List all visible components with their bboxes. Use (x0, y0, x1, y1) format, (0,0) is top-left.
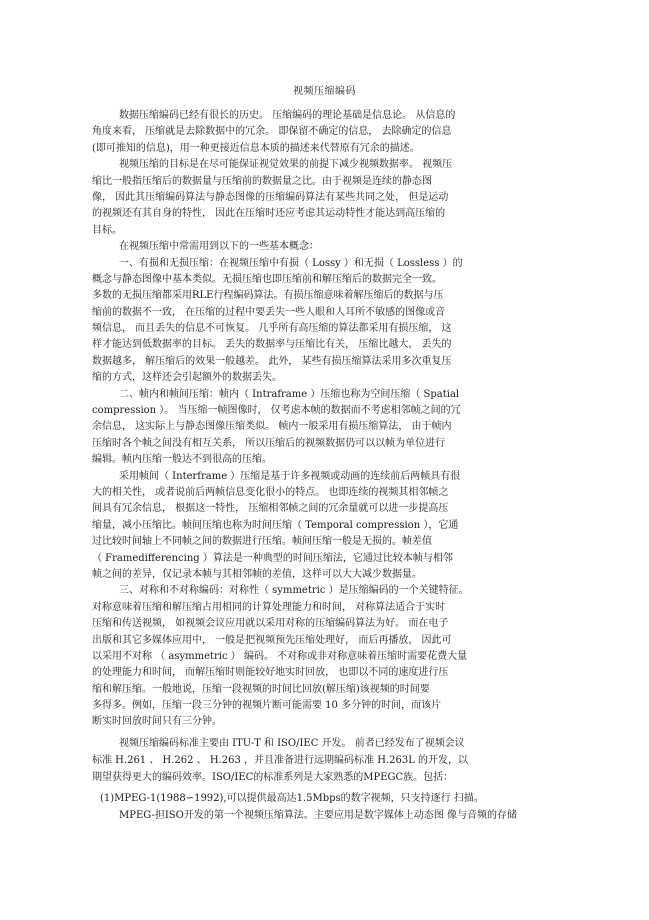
list-item-mpeg1: (1)MPEG-1(1988∽1992),可以提供最高达1.5Mbps的数字视频，只支持逐行 扫描。 (100, 792, 484, 804)
paragraph-line: 二、帧内和帧间压缩：帧内（ Intraframe ）压缩也称为空间压缩（ Spatial (119, 388, 460, 400)
paragraph-line: 缩前的数据不一致， 在压缩的过程中要丢失一些人眼和人耳所不敏感的图像或音 (92, 306, 446, 318)
paragraph-line: 一、有损和无损压缩：在视频压缩中有损（ Lossy ）和无损（ Lossless ）的 (119, 257, 463, 269)
paragraph-line: 过比较时间轴上不同帧之间的数据进行压缩。帧间压缩一般是无损的。帧差值 (92, 536, 432, 548)
paragraph-line: 断实时回放时间只有三分钟。 (92, 716, 222, 728)
paragraph-line: 多得多。例如，压缩一段三分钟的视频片断可能需要 10 多分钟的时间，而该片 (92, 700, 442, 712)
paragraph-line: 多数的无损压缩都采用RLE行程编码算法。有损压缩意味着解压缩后的数据与压 (92, 290, 444, 302)
paragraph-line: 标准 H.261 、 H.262 、 H.263 ，并且准备进行远期编码标准 H.263L 的开发，以 (92, 754, 469, 766)
paragraph-line: 的处理能力和时间， 而解压缩时则能较好地实时回放， 也即以不同的速度进行压 (92, 667, 449, 679)
paragraph-line: 的视频还有其自身的特性， 因此在压缩时还应考虑其运动特性才能达到高压缩的 (92, 208, 446, 220)
paragraph-line: 期望获得更大的编码效率。ISO/IEC的标准系列是大家熟悉的MPEGC族。包括： (92, 771, 454, 783)
paragraph-line: 大的相关性， 或者说前后两帧信息变化很小的特点。 也即连续的视频其相邻帧之 (92, 486, 449, 498)
paragraph-line: 缩的方式，这样还会引起额外的数据丢失。 (92, 372, 282, 384)
paragraph-line: 在视频压缩中常需用到以下的一些基本概念： (119, 241, 319, 253)
paragraph-line: 目标。 (92, 224, 122, 236)
paragraph-line: 三、对称和不对称编码：对称性（ symmetric ）是压缩编码的一个关键特征。 (119, 585, 469, 597)
paragraph-line: compression ）。 当压缩一帧图像时， 仅考虑本帧的数据而不考虑相邻帧之间的冗 (92, 405, 461, 417)
paragraph-line: 以采用不对称 （ asymmetric ） 编码。 不对称或非对称意味着压缩时需要花费大量 (92, 650, 468, 662)
paragraph-line: 视频压缩编码标准主要由 ITU-T 和 ISO/IEC 开发。 前者已经发布了视频会议 (119, 737, 465, 749)
paragraph-line: 数据越多， 解压缩后的效果一般越差。 此外， 某些有损压缩算法采用多次重复压 (92, 355, 452, 367)
paragraph-line: 压缩时各个帧之间没有相互关系， 所以压缩后的视频数据仍可以以帧为单位进行 (92, 437, 446, 449)
paragraph-line: 压缩和传送视频， 如视频会议应用就以采用对称的压缩编码算法为好。 而在电子 (92, 618, 449, 630)
paragraph-line: 出版和其它多媒体应用中， 一般是把视频预先压缩处理好， 而后再播放， 因此可 (92, 634, 452, 646)
paragraph-line: 角度来看， 压缩就是去除数据中的冗余。 即保留不确定的信息， 去除确定的信息 (92, 126, 452, 138)
paragraph-line: 余信息， 这实际上与静态图像压缩类似。 帧内一般采用有损压缩算法， 由于帧内 (92, 421, 452, 433)
paragraph-line: 间具有冗余信息， 根据这一特性， 压缩相邻帧之间的冗余量就可以进一步提高压 (92, 503, 449, 515)
paragraph-line: 对称意味着压缩和解压缩占用相同的计算处理能力和时间， 对称算法适合于实时 (92, 601, 446, 613)
paragraph-line: （ Framedifferencing ）算法是一种典型的时间压缩法，它通过比较本帧与相邻 (92, 552, 453, 564)
paragraph-line: 缩比一般指压缩后的数据量与压缩前的数据量之比。由于视频是连续的静态图 (92, 175, 432, 187)
paragraph-line: 采用帧间（ Interframe ）压缩是基于许多视频或动画的连续前后两帧具有很 (119, 470, 461, 482)
paragraph-line: 像， 因此其压缩编码算法与静态图像的压缩编码算法有某些共同之处， 但是运动 (92, 191, 449, 203)
paragraph-line: 视频压缩的目标是在尽可能保证视觉效果的前提下减少视频数据率。 视频压 (119, 159, 453, 171)
document-body (92, 108, 534, 824)
paragraph-line: 帧之间的差异，仅记录本帧与其相邻帧的差值，这样可以大大减少数据量。 (92, 568, 422, 580)
paragraph-line: 数据压缩编码已经有很长的历史。 压缩编码的理论基础是信息论。 从信息的 (119, 110, 456, 121)
paragraph-line: (即可推知的信息)，用一种更接近信息本质的描述来代替原有冗余的描述。 (92, 142, 420, 154)
paragraph-line: 样才能达到低数据率的目标。 丢失的数据率与压缩比有关， 压缩比越大， 丢失的 (92, 339, 452, 351)
document-title: 视频压缩编码 (293, 86, 356, 97)
paragraph-line: 编辑。帧内压缩一般达不到很高的压缩。 (92, 454, 272, 466)
paragraph-line: 缩和解压缩。一般地说，压缩一段视频的时间比回放(解压缩)该视频的时间要 (92, 683, 430, 695)
paragraph-line: 频信息， 而且丢失的信息不可恢复。 几乎所有高压缩的算法都采用有损压缩， 这 (92, 323, 452, 335)
paragraph-line: 概念与静态图像中基本类似。无损压缩也即压缩前和解压缩后的数据完全一致。 (92, 273, 442, 285)
paragraph-line: MPEG-担ISO开发的第一个视频压缩算法。主要应用是数字媒体上动态图 像与音频的存储 (119, 809, 517, 821)
paragraph-line: 缩量，减小压缩比。帧间压缩也称为时间压缩（ Temporal compression ），它通 (92, 519, 459, 531)
